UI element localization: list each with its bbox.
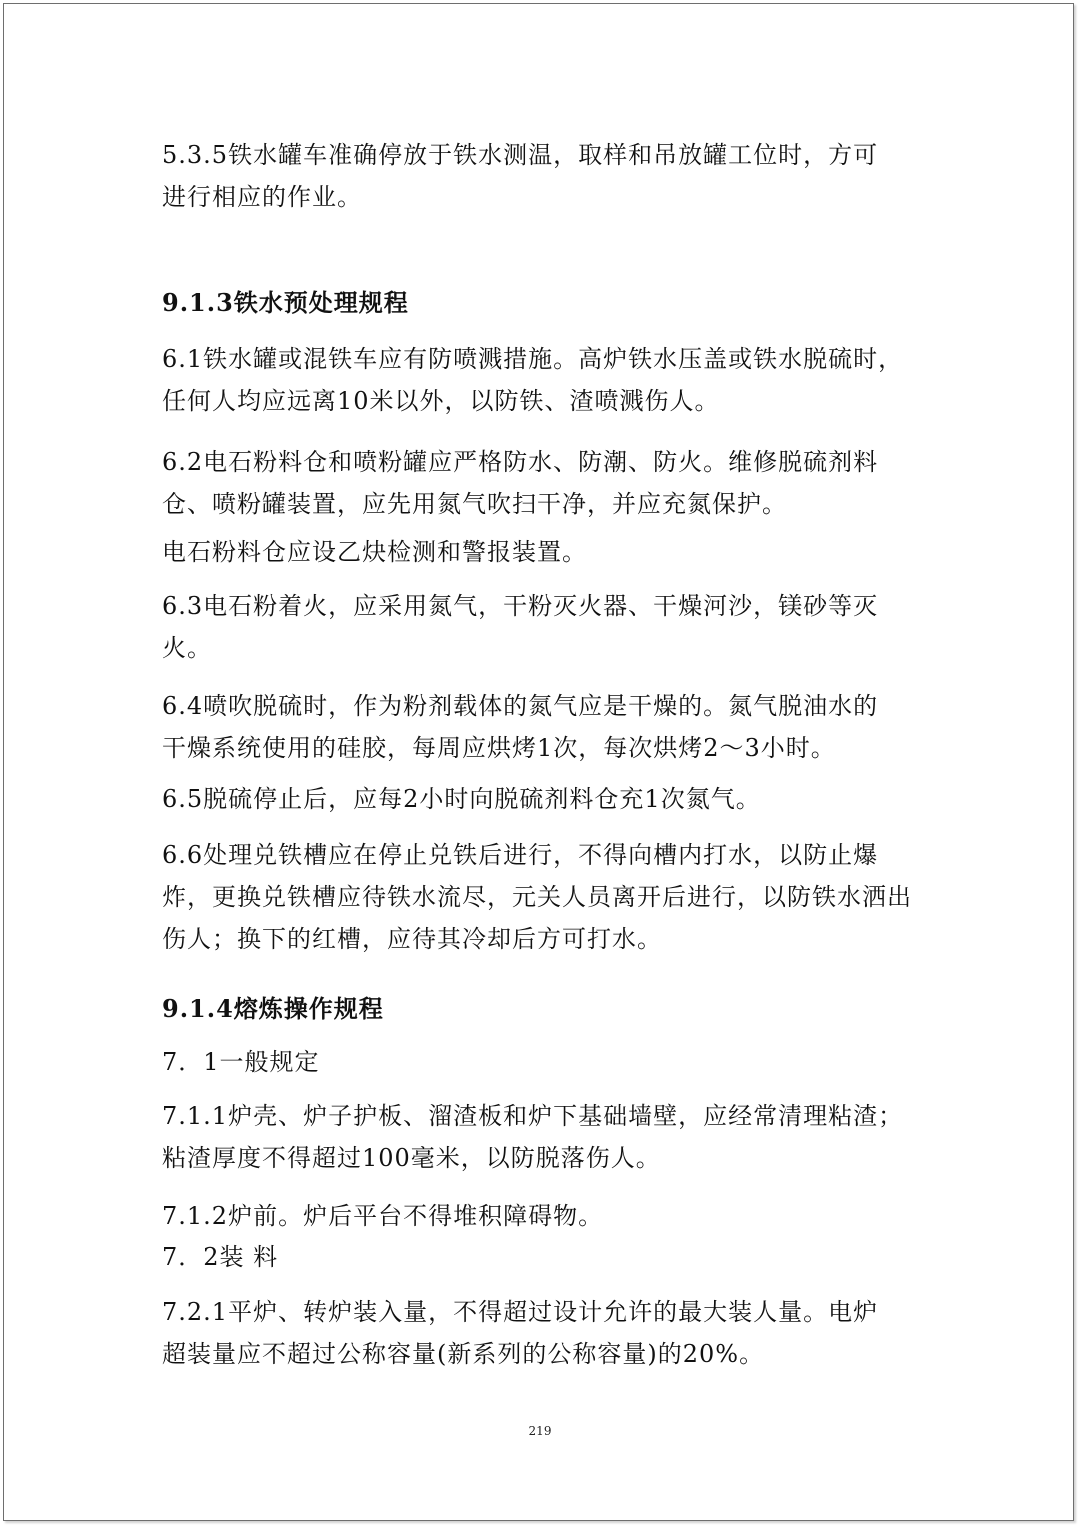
text-line: 仓、喷粉罐装置，应先用氮气吹扫干净，并应充氮保护。: [162, 490, 787, 518]
text-line: 6.4喷吹脱硫时，作为粉剂载体的氮气应是干燥的。氮气脱油水的: [162, 692, 879, 720]
text-line: 6.1铁水罐或混铁车应有防喷溅措施。高炉铁水压盖或铁水脱硫时，: [162, 345, 904, 373]
text-line: 7．2装 料: [162, 1243, 279, 1271]
paragraph-6-3: [162, 585, 922, 669]
paragraph-6-5: [162, 778, 922, 820]
text-line: 7．1一般规定: [162, 1048, 320, 1076]
text-line: 电石粉料仓应设乙炔检测和警报装置。: [162, 538, 587, 566]
paragraph-7-1-1: [162, 1095, 922, 1179]
heading-text: 9.1.3铁水预处理规程: [162, 288, 409, 317]
text-line: 任何人均应远离10米以外，以防铁、渣喷溅伤人。: [162, 387, 720, 415]
text-line: 7.1.2炉前。炉后平台不得堆积障碍物。: [162, 1202, 604, 1230]
section-heading-9-1-3: [162, 282, 922, 324]
page-number: 219: [528, 1424, 552, 1438]
text-line: 粘渣厚度不得超过100毫米，以防脱落伤人。: [162, 1144, 661, 1172]
section-heading-9-1-4: [162, 988, 922, 1030]
text-line: 7.2.1平炉、转炉装入量，不得超过设计允许的最大装人量。电炉: [162, 1298, 879, 1326]
text-line: 伤人；换下的红槽，应待其冷却后方可打水。: [162, 925, 662, 953]
text-line: 炸，更换兑铁槽应待铁水流尽，元关人员离开后进行，以防铁水洒出: [162, 883, 912, 911]
paragraph-6-4: [162, 685, 922, 769]
paragraph-6-2: [162, 441, 922, 525]
paragraph-7-1: [162, 1041, 922, 1083]
paragraph-7-2-1: [162, 1291, 922, 1375]
paragraph-5-3-5: [162, 134, 922, 218]
text-line: 6.6处理兑铁槽应在停止兑铁后进行，不得向槽内打水，以防止爆: [162, 841, 879, 869]
paragraph-7-2: [162, 1236, 922, 1278]
text-line: 7.1.1炉壳、炉子护板、溜渣板和炉下基础墙壁，应经常清理粘渣；: [162, 1102, 904, 1130]
text-line: 火。: [162, 634, 212, 662]
paragraph-alarm: [162, 531, 922, 573]
text-line: 5.3.5铁水罐车准确停放于铁水测温，取样和吊放罐工位时，方可: [162, 141, 879, 169]
text-line: 进行相应的作业。: [162, 183, 362, 211]
text-line: 6.5脱硫停止后，应每2小时向脱硫剂料仓充1次氮气。: [162, 785, 761, 813]
heading-text: 9.1.4熔炼操作规程: [162, 994, 384, 1023]
text-line: 超装量应不超过公称容量(新系列的公称容量)的20%。: [162, 1340, 765, 1368]
text-line: 6.2电石粉料仓和喷粉罐应严格防水、防潮、防火。维修脱硫剂料: [162, 448, 879, 476]
text-line: 干燥系统使用的硅胶，每周应烘烤1次，每次烘烤2～3小时。: [162, 734, 836, 762]
paragraph-6-6: [162, 834, 922, 960]
text-line: 6.3电石粉着火，应采用氮气，干粉灭火器、干燥河沙，镁砂等灭: [162, 592, 879, 620]
paragraph-6-1: [162, 338, 922, 422]
paragraph-7-1-2: [162, 1195, 922, 1237]
